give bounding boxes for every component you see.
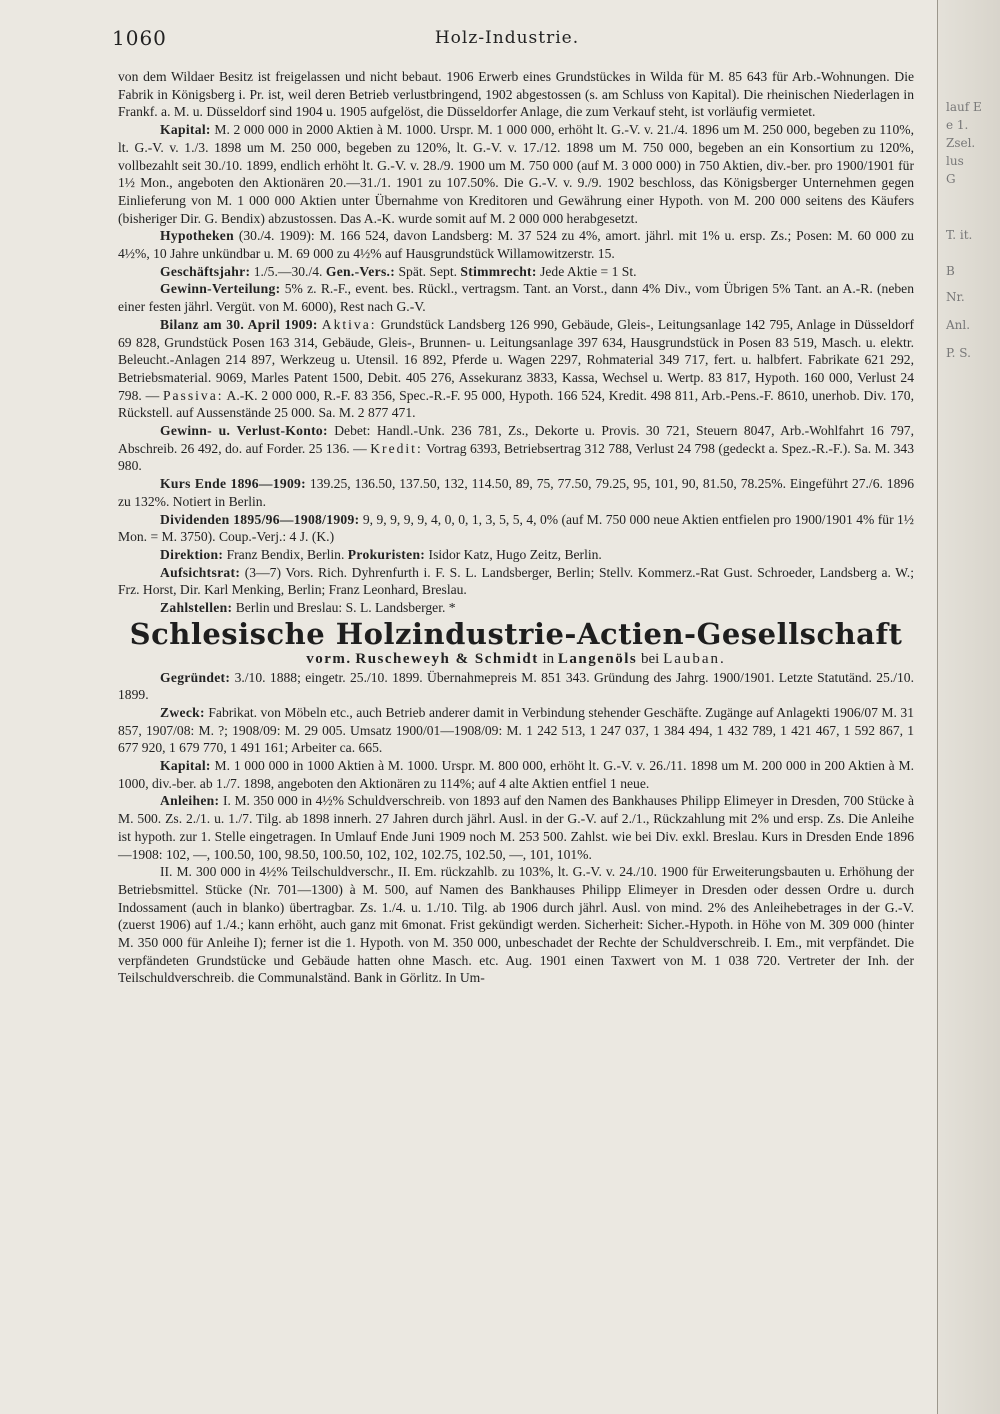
kurs-label: Kurs Ende 1896—1909:	[160, 476, 306, 492]
hypotheken-paragraph	[118, 227, 914, 262]
running-title: Holz-Industrie.	[434, 28, 580, 48]
sub-vorm: vorm.	[306, 650, 352, 667]
margin-fragment: P. S.	[946, 346, 971, 360]
sub-firm: Ruscheweyh & Schmidt	[355, 650, 539, 667]
margin-fragment: Nr.	[946, 290, 965, 304]
dividenden-label: Dividenden 1895/96—1908/1909:	[160, 511, 360, 527]
kapital-paragraph	[118, 121, 914, 227]
kapital-text: M. 2 000 000 in 2000 Aktien à M. 1000. Urspr. M. 1 000 000, erhöht lt. G.-V. v. 21./4. 1896 um M. 250 000, begeben zu 110%, lt. G.-V. v. 1./3. 1898 um M. 250 000, begeben zu 120%, lt. G.-V. v. 17./12. 1898 um M. 750 000, begeben an ein Konsortium zu 120%, vollbezahlt seit 30./10. 1899, endlich erhöht lt. G.-V. v. 28./9. 1900 um M. 750 000 (auf M. 3 000 000) in 750 Aktien, div.-ber. pro 1900/1901 für 1½ Mon., angeboten den Aktionären 20.—31./1. 1901 zu 107.50%. Die G.-V. v. 9./9. 1902 beschloss, das Königsberger Unternehmen gegen Einlieferung von M. 1 000 000 Aktien unter Übernahme von Kreditoren und Gewährung einer Hypoth. von M. 200 000 seitens des Käufers (bisheriger Dir. G. Bendix) abzustossen. Das A.-K. wurde somit auf M. 2 000 000 herabgesetzt.	[118, 122, 914, 226]
sub-in: in	[542, 650, 555, 667]
dividenden-text: 9, 9, 9, 9, 9, 4, 0, 0, 1, 3, 5, 5, 4, 0% (auf M. 750 000 neue Aktien entfielen pro 1900/1901 4% für 1½ Mon. = M. 3750). Coup.-Verj.: 4 J. (K.)	[118, 511, 915, 545]
gewinn-text: 5% z. R.-F., event. bes. Rückl., vertragsm. Tant. an Vorst., dann 4% Div., vom Übrigen 5% Tant. an A.-R. (neben einer festen jährl. Vergüt. von M. 6000), Rest nach G.-V.	[118, 281, 915, 315]
bilanz-paragraph: Bilanz am 30. April 1909: Aktiva: Grundstück Landsberg 126 990, Gebäude, Gleis-, Leitungsanlage 142 795, Anlage in Düsseldorf 69 828, Grundstück Posen 163 314, Gebäude, Gleis-, Brunnen- u. Leitungsanlage 397 634, Hausgrundstück in Posen 83 519, Masch. u. elektr. Beleucht.-Anlagen 214 897, Werkzeug u. Utensil. 16 892, Pferde u. Wagen 2297, Rohmaterial 349 717, fert. u. halbfert. Fabrikate 621 292, Betriebsmaterial. 9069, Marles Patent 1500, Debit. 405 276, Assekuranz 3833, Kassa, Wechsel u. Wertp. 83 817, Hypoth. 160 000, Verlust 24 798. — Passiva: A.-K. 2 000 000, R.-F. 83 356, Spec.-R.-F. 95 000, Hypoth. 166 524, Kredit. 498 811, Arb.-Pens.-F. 8610, unerhob. Div. 170, Rückstell. auf Aussenstände 25 000. Sa. M. 2 877 471.	[118, 316, 915, 421]
sub-place: Langenöls	[557, 650, 638, 667]
gegruendet-label: Gegründet:	[160, 669, 231, 685]
zweck-label: Zweck:	[160, 704, 205, 720]
direktion-label: Direktion:	[160, 546, 224, 562]
hypotheken-label: Hypotheken	[160, 228, 235, 244]
direktion-paragraph	[118, 546, 914, 564]
margin-fragment: lauf E	[946, 100, 982, 114]
text-column	[118, 68, 914, 987]
zweck-text: Fabrikat. von Möbeln etc., auch Betrieb anderer damit in Verbindung stehender Geschäfte. Zugänge auf Anlagekti 1906/07 M. 31 857, 1907/08: M. ?; 1908/09: M. 29 005. Umsatz 1900/01—1908/09: M. 1 242 513, 1 247 037, 1 384 494, 1 432 789, 1 421 467, 1 592 867, 1 677 920, 1 679 770, 1 491 161; Arbeiter ca. 665.	[118, 704, 914, 756]
margin-fragment: Anl.	[946, 318, 971, 332]
margin-fragment: e 1.	[946, 118, 969, 132]
sub-bei: bei	[640, 650, 660, 667]
kredit-label: Kredit:	[370, 440, 423, 456]
zweck-paragraph	[118, 704, 914, 757]
aktiva-label: Aktiva:	[321, 316, 377, 332]
passiva-label: Passiva:	[162, 387, 224, 403]
stimmrecht-text: Jede Aktie = 1 St.	[540, 263, 637, 279]
geschaeftsjahr-text: 1./5.—30./4.	[253, 263, 323, 279]
gewinn-paragraph	[118, 280, 914, 315]
company-subheading	[118, 651, 914, 669]
anleihen-paragraph	[118, 792, 914, 863]
gewinn-label: Gewinn-Verteilung:	[160, 281, 281, 297]
geschaeftsjahr-label: Geschäftsjahr:	[160, 263, 251, 279]
kurs-text: 139.25, 136.50, 137.50, 132, 114.50, 89, 75, 77.50, 79.25, 95, 101, 90, 81.50, 78.25%. Eingeführt 27./6. 1896 zu 132%. Notiert in Berlin.	[118, 476, 914, 509]
sub-town: Lauban.	[663, 650, 726, 667]
margin-fragment: G	[946, 172, 956, 186]
kapital2-label: Kapital:	[160, 758, 211, 774]
debet-label: Debet:	[334, 423, 371, 439]
zahlstellen-label: Zahlstellen:	[160, 600, 233, 616]
aufsichtsrat-paragraph	[118, 564, 914, 599]
company-heading: Schlesische Holzindustrie-Actien-Gesellschaft	[129, 616, 903, 651]
prokuristen-label: Prokuristen:	[347, 546, 426, 562]
dividenden-paragraph	[118, 511, 914, 546]
bilanz-label: Bilanz am 30. April 1909:	[160, 316, 318, 332]
kurs-paragraph	[118, 475, 914, 510]
margin-fragment: T. it.	[946, 228, 973, 242]
prokuristen-text: Isidor Katz, Hugo Zeitz, Berlin.	[428, 546, 602, 562]
direktion-text: Franz Bendix, Berlin.	[226, 546, 345, 562]
anleihe2-paragraph: II. M. 300 000 in 4½% Teilschuldverschr., II. Em. rückzahlb. zu 103%, lt. G.-V. v. 24./10. 1900 für Erweiterungsbauten u. Erhöhung der Betriebsmittel. Stücke (Nr. 701—1300) à M. 500, auf Namen des Bankhauses Philipp Elimeyer in Dresden oder dessen Ordre u. durch Indossament (auch in blanko) übertragbar. Zs. 1./4. u. 1./10. Tilg. ab 1906 durch jährl. Ausl. von mind. 2% des Anleihebetrages in der G.-V. (zuerst 1906) auf 1./4.; kann erhöht, auch ganz mit 6monat. Frist gekündigt werden. Sicherheit: Sicher.-Hypoth. in Höhe von M. 309 000 (hinter M. 350 000 für Anleihe I); ferner ist die 1. Hypoth. von M. 350 000, unbeschadet der Rechte der Schuldverschreib. I. Em., mit verpfändet. Die verpfändeten Grundstücke und Gebäude hatten ohne Masch. etc. Aug. 1901 einen Taxwert von M. 1 038 720. Vertreter der Inh. der Teilschuldverschreib. die Communalständ. Bank in Görlitz. In Um-	[118, 864, 914, 986]
kapital2-text: M. 1 000 000 in 1000 Aktien à M. 1000. Urspr. M. 800 000, erhöht lt. G.-V. v. 26./11. 1898 um M. 200 000 in 200 Aktien à M. 1000, div.-ber. ab 1./7. 1898, angeboten den Aktionären zu 114%; auf 4 alte Aktien entfiel 1 neue.	[118, 758, 914, 791]
page-header	[112, 26, 902, 52]
kapital-label: Kapital:	[160, 122, 211, 138]
aufsichtsrat-text: (3—7) Vors. Rich. Dyhrenfurth i. F. S. L. Landsberger, Berlin; Stellv. Kommerz.-Rat Gust. Schroeder, Landsberg a. W.; Frz. Horst, Dir. Karl Menking, Berlin; Franz Leonhard, Breslau.	[118, 564, 914, 598]
gegruendet-text: 3./10. 1888; eingetr. 25./10. 1899. Übernahmepreis M. 851 343. Gründung des Jahrg. 1900/1901. Letzte Statutänd. 25./10. 1899.	[118, 669, 914, 703]
aufsichtsrat-label: Aufsichtsrat:	[160, 564, 241, 580]
zahlstellen-paragraph	[118, 599, 914, 617]
bilanz-passiva: A.-K. 2 000 000, R.-F. 83 356, Spec.-R.-F. 95 000, Hypoth. 166 524, Kredit. 498 811, Arb.-Pens.-F. 8610, unerhob. Div. 170, Rückstell. auf Aussenstände 25 000. Sa. M. 2 877 471.	[118, 387, 915, 421]
margin-fragment: lus	[946, 154, 964, 168]
geschaeftsjahr-paragraph	[118, 263, 914, 281]
entry-intro-paragraph: von dem Wildaer Besitz ist freigelassen und nicht bebaut. 1906 Erwerb eines Grundstückes in Wilda für M. 85 643 für Arb.-Wohnungen. Die Fabrik in Königsberg i. Pr. ist, weil deren Betrieb verlustbringend, 1902 abgestossen (s. am Schluss von Kapital). Die rheinischen Niederlagen in Frankf. a. M. u. Düsseldorf sind 1904 u. 1905 aufgelöst, die Düsseldorfer Anlage, die zum Verkauf steht, ist vorläufig vermietet.	[118, 69, 914, 120]
margin-fragment: B	[946, 264, 955, 278]
margin-fragment: Zsel.	[946, 136, 976, 150]
adjacent-page-margin	[937, 0, 1000, 1414]
guv-paragraph: Gewinn- u. Verlust-Konto: Debet: Handl.-Unk. 236 781, Zs., Dekorte u. Provis. 30 721, Steuern 8047, Arb.-Wohlfahrt 16 797, Abschreib. 26 492, do. auf Forder. 25 136. — Kredit: Vortrag 6393, Betriebsertrag 312 788, Verlust 24 798 (gedeckt a. Spez.-R.-F.). Sa. M. 343 980.	[118, 423, 915, 474]
bilanz-aktiva: Grundstück Landsberg 126 990, Gebäude, Gleis-, Leitungsanlage 142 795, Anlage in Düsseldorf 69 828, Grundstück Posen 163 314, Gebäude, Gleis-, Brunnen- u. Leitungsanlage 397 634, Hausgrundstück in Posen 83 519, Masch. u. elektr. Beleucht.-Anlagen 214 897, Werkzeug u. Utensil. 16 892, Pferde u. Wagen 2297, Rohmaterial 349 717, fert. u. halbfert. Fabrikate 621 292, Betriebsmaterial. 9069, Marles Patent 1500, Debit. 405 276, Assekuranz 3833, Kassa, Wechsel u. Wertp. 83 817, Hypoth. 160 000, Verlust 24 798.	[118, 316, 914, 403]
hypotheken-text: (30./4. 1909): M. 166 524, davon Landsberg: M. 37 524 zu 4%, amort. jährl. mit 1% u. ersp. Zs.; Posen: M. 60 000 zu 4½%, 10 Jahre unkündbar u. M. 69 000 zu 4½% auf Hausgrundstück Willamowitzerstr. 15.	[118, 228, 914, 262]
guv-kredit: Vortrag 6393, Betriebsertrag 312 788, Verlust 24 798 (gedeckt a. Spez.-R.-F.). Sa. M. 343 980.	[118, 440, 915, 474]
genvers-label: Gen.-Vers.:	[325, 263, 396, 279]
gegruendet-paragraph	[118, 669, 914, 704]
kapital2-paragraph	[118, 757, 914, 792]
stimmrecht-label: Stimmrecht:	[460, 263, 537, 279]
page-number: 1060	[112, 26, 167, 50]
zahlstellen-text: Berlin und Breslau: S. L. Landsberger. *	[235, 600, 456, 616]
anleihen-label: Anleihen:	[160, 793, 220, 809]
anleihen-text: I. M. 350 000 in 4½% Schuldverschreib. von 1893 auf den Namen des Bankhauses Philipp Elimeyer in Dresden, 700 Stücke à M. 500. Zs. 2./1. u. 1./7. Tilg. ab 1898 innerh. 27 Jahren durch jährl. Ausl. in der G.-V. auf 2./1., Rückzahlung mit 2% und ersp. Zs. Die Anleihe ist hypoth. zur 1. Stelle eingetragen. In Umlauf Ende Juni 1909 noch M. 253 500. Zahlst. wie bei Div. exkl. Breslau. Kurs in Dresden Ende 1896—1908: 102, —, 100.50, 100, 98.50, 100.50, 102, 102, 102.75, 102.50, —, 101, 101%.	[118, 793, 914, 862]
guv-label: Gewinn- u. Verlust-Konto:	[160, 423, 328, 439]
guv-debet: Handl.-Unk. 236 781, Zs., Dekorte u. Provis. 30 721, Steuern 8047, Arb.-Wohlfahrt 16 797, Abschreib. 26 492, do. auf Forder. 25 136.	[118, 423, 914, 456]
genvers-text: Spät. Sept.	[398, 263, 458, 279]
